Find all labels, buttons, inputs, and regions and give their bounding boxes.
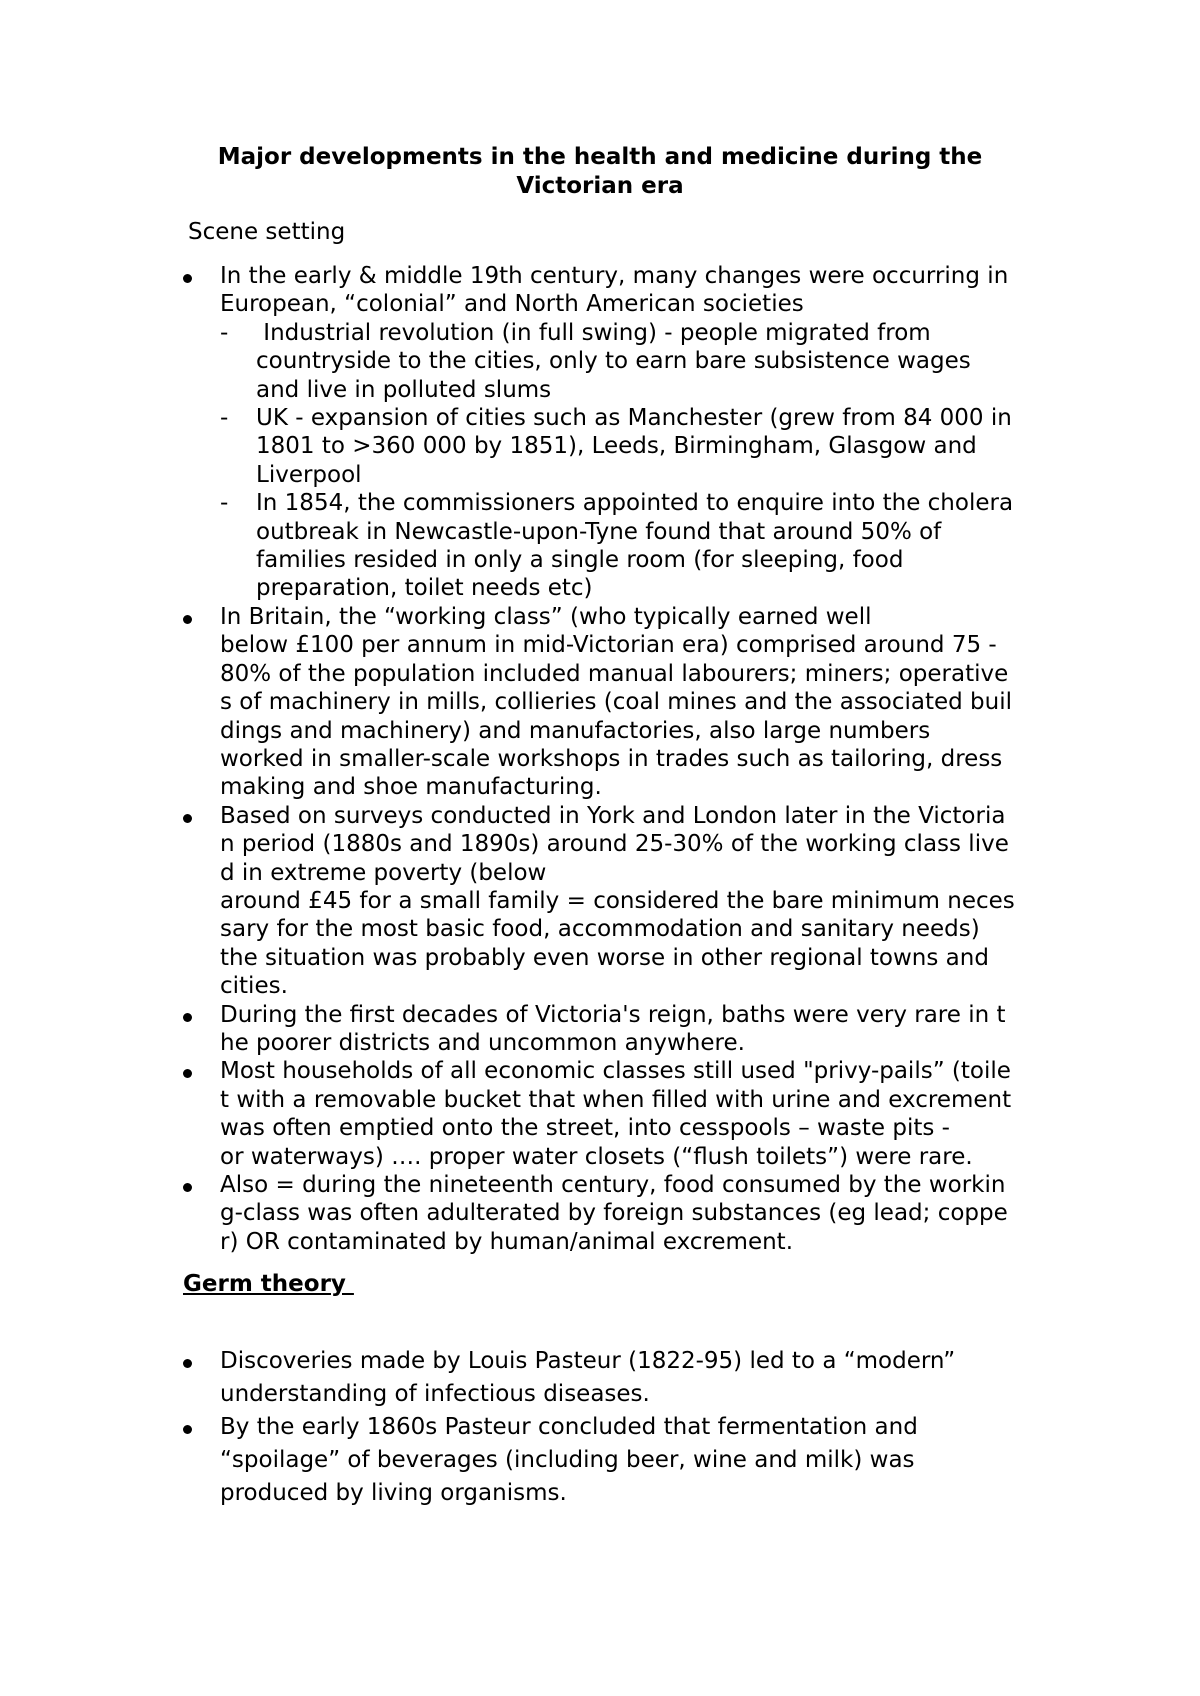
sub-list-item [220,489,1058,603]
dash-marker: - [220,405,229,432]
text-line: t with a removable bucket that when filled with urine and excrement [220,1086,1012,1113]
text-line: r) OR contaminated by human/animal excrement. [220,1228,794,1255]
list-item [0,1411,1058,1510]
germ-theory-list [0,1345,1058,1510]
bullet-icon [183,615,192,624]
list-item [0,603,1058,802]
text-line: d in extreme poverty (below [220,859,547,886]
bullet-icon [183,1425,192,1434]
text-line: In 1854, the commissioners appointed to enquire into the cholera [256,490,1014,517]
scene-setting-list [0,262,1058,1256]
text-line: around £45 for a small family = considered the bare minimum neces [220,887,1015,914]
text-line: n period (1880s and 1890s) around 25-30% of the working class live [220,831,1009,858]
bullet-icon [183,814,192,823]
bullet-icon [183,1013,192,1022]
text-line: g-class was often adulterated by foreign substances (eg lead; coppe [220,1200,1008,1227]
text-line: Liverpool [256,461,362,488]
text-line: In Britain, the “working class” (who typically earned well [220,603,872,630]
bullet-icon [183,1359,192,1368]
bullet-icon [183,1183,192,1192]
text-line: In the early & middle 19th century, many changes were occurring in [220,263,1009,289]
text-line: cities. [220,973,288,1000]
germ-theory-heading: Germ theory [183,1271,354,1297]
dash-marker: - [220,490,229,517]
text-line: Industrial revolution (in full swing) - people migrated from [256,319,931,346]
text-line: Most households of all economic classes still used "privy-pails” (toile [220,1058,1011,1085]
scene-setting-heading: Scene setting [188,219,346,245]
text-line: By the early 1860s Pasteur concluded that fermentation and [220,1414,918,1440]
list-item [0,1057,1058,1171]
list-item [0,1345,1058,1411]
text-line: worked in smaller-scale workshops in trades such as tailoring, dress [220,745,1003,772]
text-line: below £100 per annum in mid-Victorian era) comprised around 75 - [220,632,997,659]
text-line: produced by living organisms. [220,1480,567,1506]
text-line: and live in polluted slums [256,376,552,403]
text-line: families resided in only a single room (for sleeping, food [256,547,904,574]
title-line: Victorian era [516,173,684,199]
text-line: UK - expansion of cities such as Manchester (grew from 84 000 in [256,405,1012,432]
text-line: Based on surveys conducted in York and London later in the Victoria [220,802,1006,829]
list-item [0,802,1058,1001]
bullet-icon [183,1069,192,1078]
bullet-icon [183,274,192,283]
text-line: the situation was probably even worse in other regional towns and [220,944,989,971]
text-line: s of machinery in mills, collieries (coal mines and the associated buil [220,689,1013,716]
text-line: 1801 to >360 000 by 1851), Leeds, Birmingham, Glasgow and [256,433,977,460]
text-line: During the first decades of Victoria's reign, baths were very rare in t [220,1001,1006,1028]
sub-list-item [220,404,1058,489]
text-line: Also = during the nineteenth century, food consumed by the workin [220,1172,1006,1198]
list-item [0,262,1058,603]
sub-list-item [220,319,1058,404]
text-line: or waterways) …. proper water closets (“flush toilets”) were rare. [220,1143,973,1170]
sub-list [220,319,1058,603]
dash-marker: - [220,319,229,346]
text-line: European, “colonial” and North American societies [220,291,804,318]
text-line: preparation, toilet needs etc) [256,575,593,602]
text-line: 80% of the population included manual labourers; miners; operative [220,660,1009,687]
text-line: understanding of infectious diseases. [220,1381,650,1407]
text-line: outbreak in Newcastle-upon-Tyne found that around 50% of [256,518,942,545]
text-line: he poorer districts and uncommon anywhere. [220,1029,745,1056]
text-line: “spoilage” of beverages (including beer, wine and milk) was [220,1447,915,1473]
text-line: was often emptied onto the street, into cesspools – waste pits - [220,1115,950,1142]
page-title [150,143,1050,201]
text-line: countryside to the cities, only to earn bare subsistence wages [256,348,971,375]
text-line: Discoveries made by Louis Pasteur (1822-95) led to a “modern” [220,1348,956,1374]
list-item [0,1001,1058,1058]
text-line: making and shoe manufacturing. [220,774,602,801]
list-item [0,1171,1058,1256]
text-line: sary for the most basic food, accommodation and sanitary needs) [220,916,980,943]
title-line: Major developments in the health and medicine during the [217,144,983,170]
text-line: dings and machinery) and manufactories, also large numbers [220,717,931,744]
